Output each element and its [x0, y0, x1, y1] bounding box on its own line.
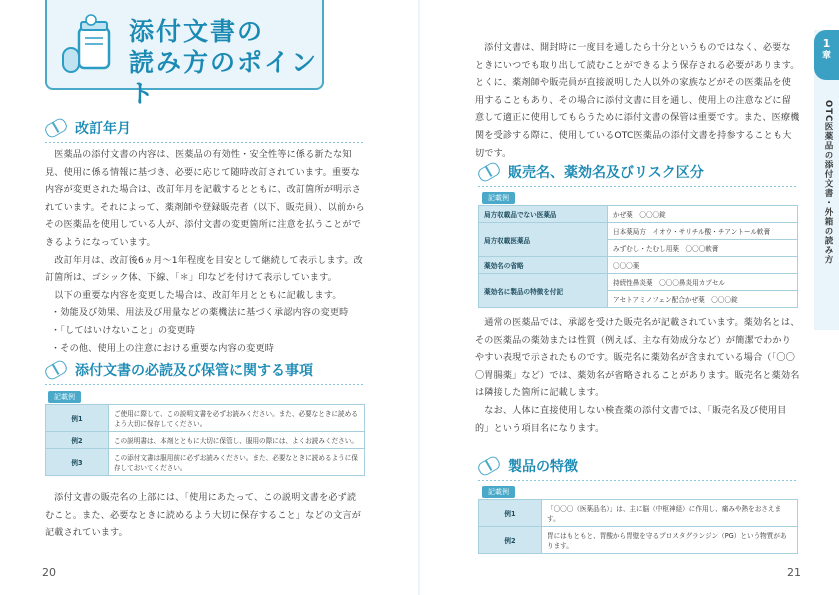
section-heading-revision [45, 118, 131, 138]
row-text: 胃にはもともと、胃酸から胃壁を守るプロスタグランジン（PG）という物質があります。 [542, 527, 798, 554]
product-name-body [475, 315, 800, 438]
page-number: 20 [42, 566, 56, 579]
paragraph: 通常の医薬品では、承認を受けた販売名が記載されています。薬効名とは、その医薬品の薬効または性質（例えば、主な有効成分など）が簡潔でわかりやすい表現で示されたものです。販売名に薬効名が含まれている場合（「〇〇〇胃腸薬」など）では、薬効名が省略されることがあります。販売名と薬効名は隣接した箇所に記載します。 [475, 318, 800, 399]
row-text: 「〇〇〇（医薬品名）」は、主に脳（中枢神経）に作用し、痛みや熱をおさえます。 [542, 500, 798, 527]
section-heading-text: 製品の特徴 [508, 459, 578, 475]
table-row [479, 206, 798, 223]
table-row [479, 223, 798, 240]
storage-example-table [45, 404, 365, 476]
example-badge: 記載例 [48, 391, 81, 403]
bullet-item: ・その他、使用上の注意における重要な内容の変更時 [51, 343, 275, 354]
row-text: ご使用に際して、この説明文書を必ずお読みください。また、必要なときに読めるよう大切に保存してください。 [109, 405, 365, 432]
paragraph: 医薬品の添付文書の内容は、医薬品の有効性・安全性等に係る新たな知見、使用に係る情報に基づき、必要に応じて随時改訂されています。重要な内容が変更された場合は、改訂年月を記載するとともに、改訂箇所が明示されています。それによって、薬剤師や登録販売者（以下、販売員）、以前からその医薬品を使用している人が、添付文書の変更箇所に注意を払うことができるようになっています。 [45, 150, 365, 248]
pill-icon [476, 160, 502, 183]
paragraph: 添付文書は、開封時に一度目を通したら十分というものではなく、必要なときにいつでも取り出して読むことができるよう保存される必要があります。とくに、薬剤師や販売員が直接説明した人以外の家族などがその医薬品を使用することもあり、その場合に添付文書に目を通し、使用上の注意などに留意して適正に使用してもらうために添付文書の保管は重要です。また、医療機関を受診する際に、使用しているOTC医薬品の添付文書を持参することも大切です。 [475, 43, 800, 159]
section-heading-product-name [478, 162, 704, 182]
title-line1: 添付文書の [129, 17, 265, 46]
page-title [129, 16, 322, 109]
heading-rule [478, 186, 798, 187]
chapter-number-badge [814, 30, 839, 80]
product-name-table [478, 205, 798, 308]
title-line2: 読み方のポイント [129, 48, 319, 108]
table-row [479, 274, 798, 291]
example-badge: 記載例 [482, 486, 515, 498]
title-box [45, 0, 324, 108]
row-label: 薬効名の省略 [479, 257, 608, 274]
heading-rule [478, 480, 798, 481]
row-label: 例1 [46, 405, 109, 432]
section-heading-text: 改訂年月 [75, 121, 131, 137]
row-label: 例3 [46, 449, 109, 476]
table-row [479, 527, 798, 554]
heading-rule [45, 142, 365, 143]
row-value: みずむし・たむし用薬 〇〇〇軟膏 [608, 240, 798, 257]
paragraph: なお、人体に直接使用しない検査薬の添付文書では、「販売名及び使用目的」という項目名になります。 [475, 405, 787, 434]
section-heading-text: 販売名、薬効名及びリスク区分 [508, 165, 704, 181]
paragraph: 以下の重要な内容を変更した場合は、改訂年月とともに記載します。 [45, 290, 342, 301]
row-label: 局方収載医薬品 [479, 223, 608, 257]
row-label: 例2 [46, 432, 109, 449]
paragraph: 添付文書の販売名の上部には、「使用にあたって、この説明文書を必ず読むこと。また、必要なときに読めるよう大切に保存すること」などの文言が記載されています。 [45, 493, 361, 539]
row-label: 薬効名に製品の特徴を付記 [479, 274, 608, 308]
intro-body [475, 40, 800, 163]
row-value: アセトアミノフェン配合かぜ薬 〇〇〇錠 [608, 291, 798, 308]
section-heading-features [478, 456, 578, 476]
row-value: 日本薬局方 イオウ・サリチル酸・チアントール軟膏 [608, 223, 798, 240]
page-number: 21 [787, 566, 801, 579]
row-value: 〇〇〇薬 [608, 257, 798, 274]
row-value: 持続性鼻炎薬 〇〇〇鼻炎用カプセル [608, 274, 798, 291]
paragraph: 改訂年月は、改訂後6ヵ月〜1年程度を目安として継続して表示します。改訂箇所は、ゴシック体、下線、「＊」印などを付けて表示しています。 [45, 255, 363, 284]
example-badge: 記載例 [482, 192, 515, 204]
chapter-number: 1 [822, 37, 831, 50]
bullet-item: ・「してはいけないこと」の変更時 [51, 325, 196, 336]
row-text: この説明書は、本剤とともに大切に保管し、服用の際には、よくお読みください。 [109, 432, 365, 449]
storage-body [45, 490, 365, 543]
table-row [46, 449, 365, 476]
row-label: 例1 [479, 500, 542, 527]
medicine-bottle-icon [61, 14, 113, 74]
row-text: この添付文書は服用前に必ずお読みください。また、必要なときに読めるように保存しておいてください。 [109, 449, 365, 476]
table-row [46, 432, 365, 449]
row-label: 局方収載品でない医薬品 [479, 206, 608, 223]
pill-icon [43, 116, 69, 139]
right-page [420, 0, 839, 595]
bullet-item: ・効能及び効果、用法及び用量などの薬機法に基づく承認内容の変更時 [51, 308, 349, 319]
table-row [46, 405, 365, 432]
chapter-unit: 章 [821, 51, 831, 61]
revision-body [45, 147, 365, 358]
pill-icon [43, 358, 69, 381]
section-heading-text: 添付文書の必読及び保管に関する事項 [75, 363, 313, 379]
heading-rule [45, 384, 365, 385]
row-value: かぜ薬 〇〇〇錠 [608, 206, 798, 223]
left-page [0, 0, 419, 595]
table-row [479, 500, 798, 527]
features-example-table [478, 499, 798, 554]
pill-icon [476, 454, 502, 477]
chapter-title: OTC医薬品の添付文書・外箱の読み方 [823, 100, 833, 265]
table-row [479, 257, 798, 274]
section-heading-storage [45, 360, 313, 380]
row-label: 例2 [479, 527, 542, 554]
